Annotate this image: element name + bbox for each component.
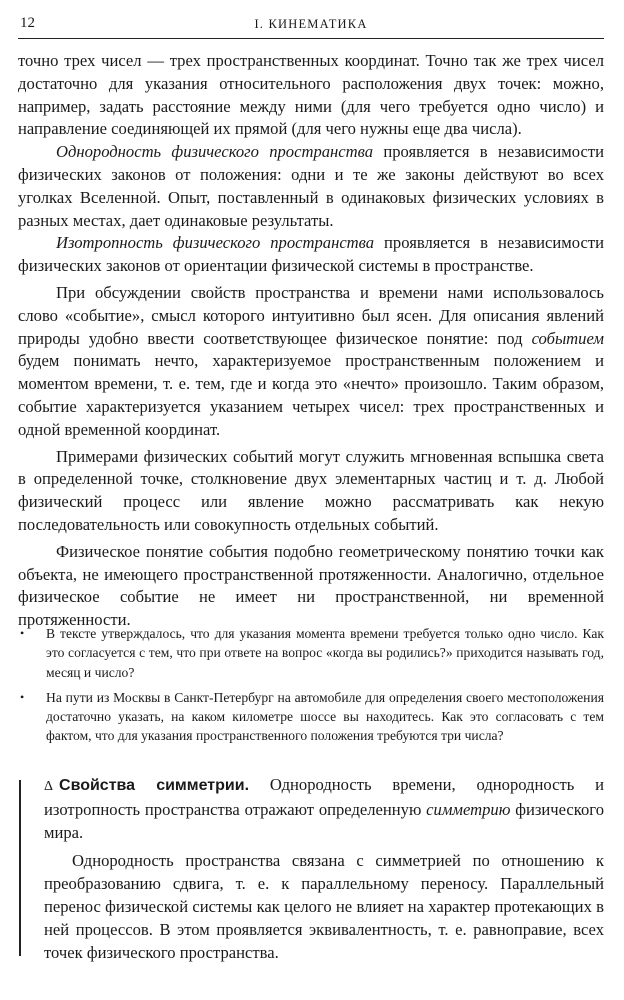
paragraph-homogeneity: Однородность физического пространства проявляется в независимости физических законов от положения: одни и те же законы действуют во всех уголках Вселенной. Опыт, поставленный в одинаковых физических условиях в разных местах, дает одинаковые результаты. (18, 142, 604, 230)
term-isotropy: Изотропность физического пространства (56, 233, 375, 253)
bullet-icon: • (20, 626, 25, 640)
term-symmetry: симметрию (426, 799, 511, 819)
question-item (18, 688, 604, 746)
review-questions (18, 624, 604, 752)
paragraph-event-geometry: Физическое понятие события подобно геометрическому понятию точки как объекта, не имеющего пространственной протяженности. Аналогично, отдельное физическое событие не имеет ни пространственной, ни временной протяженности. (18, 541, 604, 630)
section-heading: Свойства симметрии. (59, 777, 250, 794)
question-text: В тексте утверждалось, что для указания момента времени требуется только одно число. Как это согласуется с тем, что при ответе на вопрос «когда вы родились?» приходится называть год, месяц и число? (46, 626, 604, 680)
paragraph-coordinates: точно трех чисел — трех пространственных координат. Точно так же трех чисел достаточно для указания относительного расположения двух точек: можно, например, задать расстояние между ними (для чего требуется одно число) и направление соединяющей их прямой (для чего нужны еще два числа). (18, 51, 604, 139)
main-text (18, 50, 604, 632)
symmetry-section (18, 774, 604, 964)
running-title: I. КИНЕМАТИКА (254, 17, 368, 31)
question-item (18, 624, 604, 682)
term-homogeneity: Однородность физического пространства (56, 142, 374, 162)
question-text: На пути из Москвы в Санкт-Петербург на автомобиле для определения своего местоположения достаточно указать, на каком километре шоссе вы находитесь. Как это согласовать с тем фактом, что для указания пространственного положения требуются три числа? (46, 689, 604, 744)
term-event: событием (531, 328, 604, 348)
section-paragraph: Однородность пространства связана с симметрией по отношению к преобразованию сдвига, т. е. к параллельному переносу. Параллельный перенос физической системы как целого не влияет на характер протекающих в ней процессов. В этом проявляется эквивалентность, т. е. равноправие, всех точек физического пространства. (44, 851, 604, 962)
triangle-icon: Δ (44, 779, 54, 794)
page-number: 12 (20, 15, 35, 31)
page-header (18, 14, 604, 39)
paragraph-event: При обсуждении свойств пространства и времени нами использовалось слово «событие», смысл которого интуитивно был ясен. Для описания явлений природы удобно ввести соответствующее физическое понятие: под событием будем понимать нечто, характеризуемое пространственным положением и моментом времени, т. е. тем, где и когда это «нечто» произошло. Таким образом, событие характеризуется указанием четырех чисел: трех пространственных и одной временной координат. (18, 282, 604, 439)
paragraph-event-examples: Примерами физических событий могут служить мгновенная вспышка света в определенной точке, столкновение двух элементарных частиц и т. д. Любой физический процесс или явление можно рассматривать как некую последовательность или совокупность отдельных событий. (18, 446, 604, 534)
paragraph-isotropy: Изотропность физического пространства проявляется в независимости физических законов от ориентации физической системы в пространстве. (18, 233, 604, 276)
bullet-icon: • (20, 689, 25, 704)
section-intro: Δ Свойства симметрии. Однородность времени, однородность и изотропность пространства отражают определенную симметрию физического мира. (44, 775, 604, 842)
